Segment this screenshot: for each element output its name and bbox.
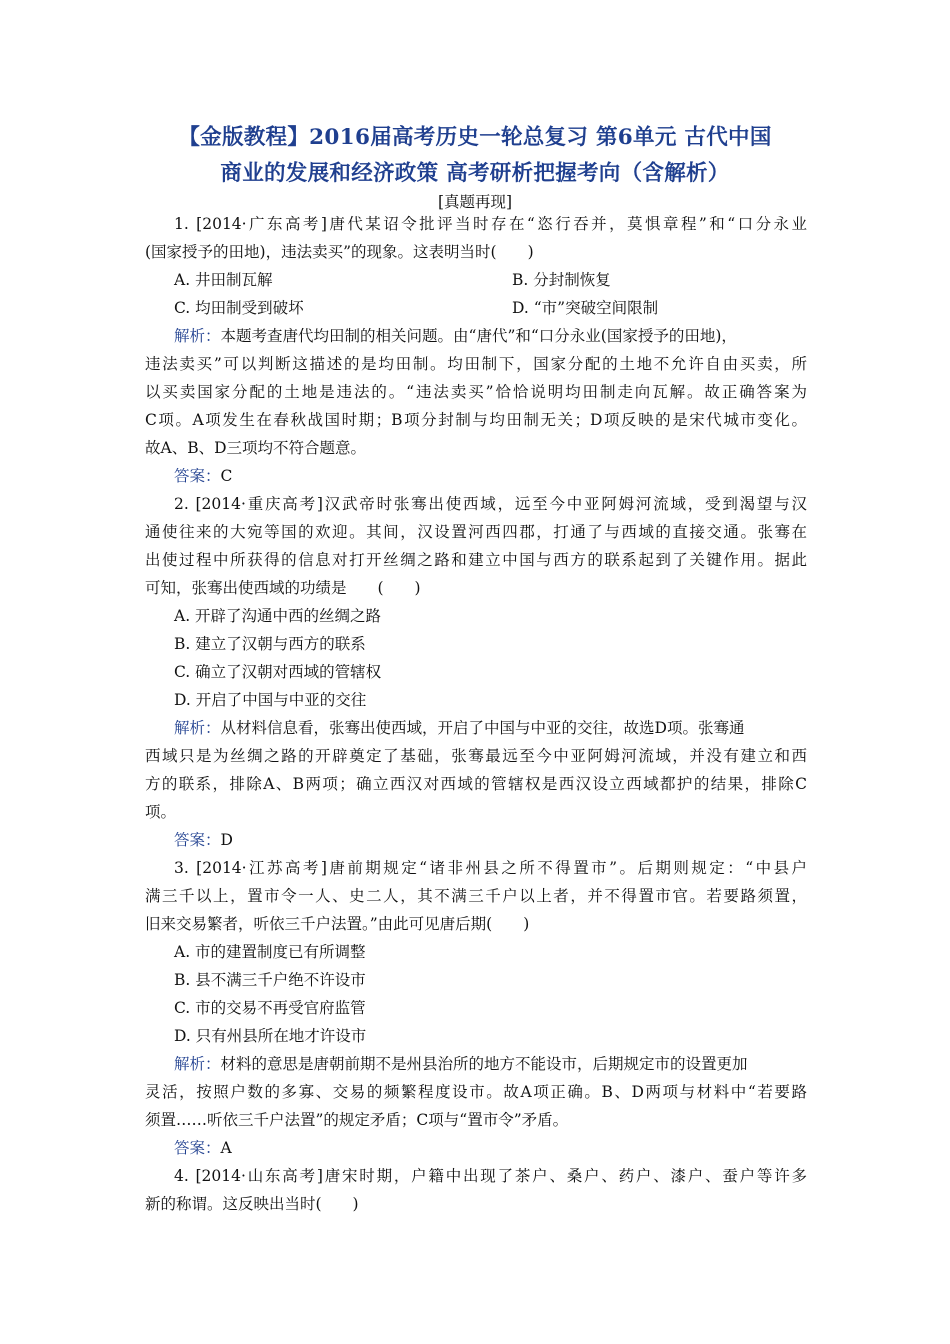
q4-stem-line-1: 4. [2014·山东高考]唐宋时期，户籍中出现了茶户、桑户、药户、漆户、蚕户等许多 [174, 1167, 807, 1185]
q1-answer [174, 466, 232, 486]
q4-stem-line-2: 新的称谓。这反映出当时( ) [145, 1195, 359, 1213]
q3-option-c: C. 市的交易不再受官府监管 [174, 999, 366, 1017]
q1-analysis-line-4: C项。A项发生在春秋战国时期；B项分封制与均田制无关；D项反映的是宋代城市变化。 [145, 411, 807, 429]
q1-option-d: D. “市”突破空间限制 [512, 299, 659, 317]
q3-analysis-line-1 [174, 1054, 748, 1074]
q3-answer-value: A [220, 1139, 232, 1157]
q2-option-c: C. 确立了汉朝对西域的管辖权 [174, 663, 382, 681]
q1-analysis-line-5: 故A、B、D三项均不符合题意。 [145, 439, 367, 457]
q3-option-b: B. 县不满三千户绝不许设市 [174, 971, 366, 989]
q1-option-a: A. 井田制瓦解 [174, 271, 273, 289]
q2-answer [174, 830, 233, 850]
q3-stem-line-2: 满三千以上，置市令一人、史二人，其不满三千户以上者，并不得置市官。若要路须置， [145, 887, 807, 905]
section-header: [真题再现] [437, 193, 513, 211]
q2-analysis-line-3: 方的联系，排除A、B两项；确立西汉对西域的管辖权是西汉设立西域都护的结果，排除C [145, 775, 807, 793]
q2-option-a: A. 开辟了沟通中西的丝绸之路 [174, 607, 382, 625]
q2-analysis-label: 解析： [174, 719, 221, 737]
document-title-line-2: 商业的发展和经济政策 高考研析把握考向（含解析） [220, 161, 730, 186]
q2-option-b: B. 建立了汉朝与西方的联系 [174, 635, 366, 653]
q1-analysis-label: 解析： [174, 327, 221, 345]
q2-option-d: D. 开启了中国与中亚的交往 [174, 691, 367, 709]
q3-analysis-line-3: 须置……听依三千户法置”的规定矛盾；C项与“置市令”矛盾。 [145, 1111, 569, 1129]
q3-answer-label: 答案： [174, 1139, 221, 1157]
q2-analysis-line-4: 项。 [145, 803, 177, 821]
q3-stem-line-1: 3. [2014·江苏高考]唐前期规定“诸非州县之所不得置市”。后期则规定：“中县户 [174, 859, 807, 877]
q2-stem-line-2: 通使往来的大宛等国的欢迎。其间，汉设置河西四郡，打通了与西域的直接交通。张骞在 [145, 523, 807, 541]
q3-analysis-text: 材料的意思是唐朝前期不是州县治所的地方不能设市，后期规定市的设置更加 [220, 1055, 748, 1073]
q2-analysis-line-1 [174, 718, 744, 738]
q2-answer-value: D [220, 831, 233, 849]
q1-answer-label: 答案： [174, 467, 221, 485]
q2-answer-label: 答案： [174, 831, 221, 849]
q1-option-b: B. 分封制恢复 [512, 271, 611, 289]
q2-analysis-text: 从材料信息看，张骞出使西域，开启了中国与中亚的交往，故选D项。张骞通 [220, 719, 745, 737]
q3-analysis-line-2: 灵活，按照户数的多寡、交易的频繁程度设市。故A项正确。B、D两项与材料中“若要路 [145, 1083, 807, 1101]
q1-stem-line-2: (国家授予的田地)，违法卖买”的现象。这表明当时( ) [145, 243, 534, 261]
q1-option-c: C. 均田制受到破坏 [174, 299, 304, 317]
q3-option-a: A. 市的建置制度已有所调整 [174, 943, 366, 961]
q1-stem-line-1: 1. [2014·广东高考]唐代某诏令批评当时存在“恣行吞并，莫惧章程”和“口分永业 [174, 215, 807, 233]
document-title-line-1: 【金版教程】2016届高考历史一轮总复习 第6单元 古代中国 [178, 125, 772, 150]
q2-stem-line-4: 可知，张骞出使西域的功绩是 ( ) [145, 579, 421, 597]
q2-stem-line-1: 2. [2014·重庆高考]汉武帝时张骞出使西域，远至今中亚阿姆河流域，受到渴望与汉 [174, 495, 807, 513]
q3-answer [174, 1138, 232, 1158]
q3-stem-line-3: 旧来交易繁者，听依三千户法置。”由此可见唐后期( ) [145, 915, 530, 933]
q2-stem-line-3: 出使过程中所获得的信息对打开丝绸之路和建立中国与西方的联系起到了关键作用。据此 [145, 551, 807, 569]
q1-answer-value: C [220, 467, 233, 485]
q1-analysis-line-2: 违法卖买”可以判断这描述的是均田制。均田制下，国家分配的土地不允许自由买卖，所 [145, 355, 807, 373]
q3-option-d: D. 只有州县所在地才许设市 [174, 1027, 367, 1045]
q3-analysis-label: 解析： [174, 1055, 221, 1073]
q1-analysis-text: 本题考查唐代均田制的相关问题。由“唐代”和“口分永业(国家授予的田地)， [220, 327, 737, 345]
q1-analysis-line-3: 以买卖国家分配的土地是违法的。“违法卖买”恰恰说明均田制走向瓦解。故正确答案为 [145, 383, 807, 401]
q2-analysis-line-2: 西域只是为丝绸之路的开辟奠定了基础，张骞最远至今中亚阿姆河流域，并没有建立和西 [145, 747, 807, 765]
q1-analysis-line-1 [174, 326, 737, 346]
